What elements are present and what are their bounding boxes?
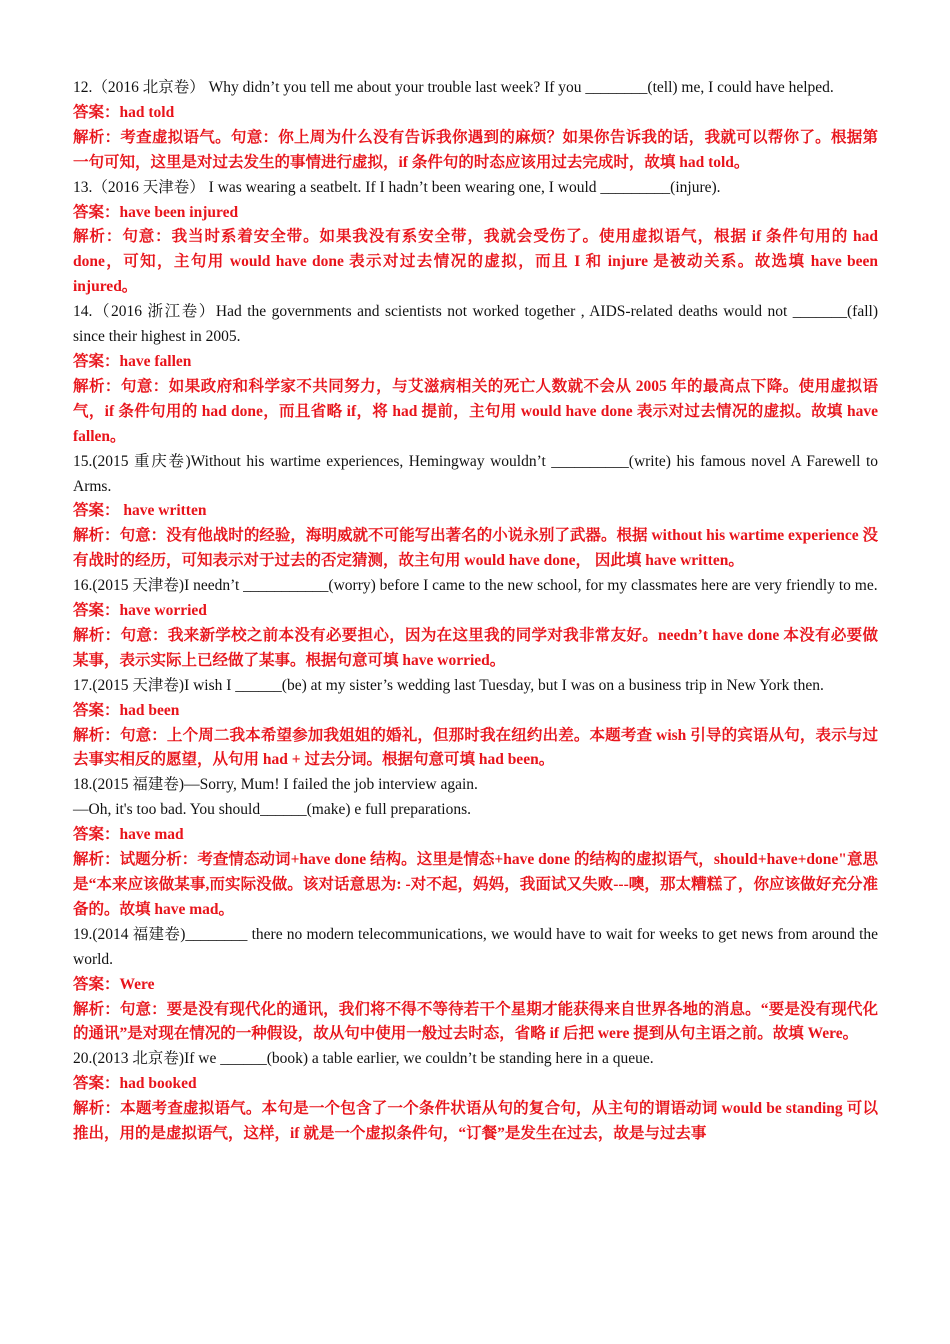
explanation-text: 句意：我当时系着安全带。如果我没有系安全带，我就会受伤了。使用虚拟语气，根据 if 条件句用的 had done，可知，主句用 would have done 表示对过去情况的虚拟，而且 I 和 injure 是被动关系。故选填 have been injured。 bbox=[73, 228, 878, 296]
item-15 bbox=[73, 450, 878, 575]
answer-text: have fallen bbox=[119, 352, 192, 370]
item-19 bbox=[73, 923, 878, 1048]
answer-label: 答案： bbox=[73, 701, 120, 719]
answer-label: 答案： bbox=[73, 826, 120, 844]
answer-line bbox=[73, 350, 878, 375]
question-text-line2: —Oh, it's too bad. You should______(make) e full preparations. bbox=[73, 801, 471, 819]
question-text: 12.（2016 北京卷） Why didn’t you tell me about your trouble last week? If you ________(tell) me, I could have helped. bbox=[73, 79, 834, 96]
answer-text: had been bbox=[119, 701, 180, 719]
explanation-label: 解析： bbox=[73, 128, 121, 146]
explanation-label: 解析： bbox=[73, 1100, 121, 1118]
explanation-line bbox=[73, 848, 878, 923]
explanation-text: 句意：没有他战时的经验，海明威就不可能写出著名的小说永别了武器。根据 without his wartime experience 没有战时的经历，可知表示对于过去的否定猜测，故主句用 would have done， 因此填 have written。 bbox=[73, 527, 878, 570]
explanation-label: 解析： bbox=[73, 1000, 120, 1018]
item-17 bbox=[73, 674, 878, 774]
answer-line bbox=[73, 101, 878, 126]
answer-text: have written bbox=[119, 502, 207, 520]
question-text: 16.(2015 天津卷)I needn’t ___________(worry) before I came to the new school, for my classmates here are very friendly to me. bbox=[73, 577, 878, 595]
answer-text: have mad bbox=[119, 826, 184, 844]
explanation-line bbox=[73, 375, 878, 450]
document-page bbox=[73, 76, 878, 1147]
item-20 bbox=[73, 1047, 878, 1147]
explanation-label: 解析： bbox=[73, 726, 120, 744]
answer-text: have been injured bbox=[119, 203, 239, 221]
answer-line bbox=[73, 499, 878, 524]
explanation-line bbox=[73, 998, 878, 1048]
answer-label: 答案： bbox=[73, 502, 120, 520]
item-12 bbox=[73, 76, 878, 176]
explanation-label: 解析： bbox=[73, 228, 123, 246]
answer-text: have worried bbox=[119, 602, 207, 620]
answer-line bbox=[73, 599, 878, 624]
answer-line bbox=[73, 973, 878, 998]
explanation-text: 句意：如果政府和科学家不共同努力，与艾滋病相关的死亡人数就不会从 2005 年的最高点下降。使用虚拟语气，if 条件句用的 had done，而且省略 if，将 had 提前，主句用 would have done 表示对过去情况的虚拟。故填 have fallen。 bbox=[73, 377, 878, 445]
explanation-line bbox=[73, 126, 878, 176]
question-text: 14.（2016 浙江卷）Had the governments and scientists not worked together , AIDS-related deaths would not _______(fall) since their highest in 2005. bbox=[73, 303, 878, 346]
explanation-label: 解析： bbox=[73, 851, 120, 869]
explanation-text: 句意：要是没有现代化的通讯，我们将不得不等待若干个星期才能获得来自世界各地的消息。“要是没有现代化的通讯”是对现在情况的一种假设，故从句中使用一般过去时态，省略 if 后把 were 提到从句主语之前。故填 Were。 bbox=[73, 1000, 878, 1043]
explanation-line bbox=[73, 225, 878, 300]
explanation-line bbox=[73, 624, 878, 674]
explanation-text: 考查虚拟语气。句意：你上周为什么没有告诉我你遇到的麻烦？如果你告诉我的话，我就可以帮你了。根据第一句可知，这里是对过去发生的事情进行虚拟，if 条件句的时态应该用过去完成时，故填 had told。 bbox=[73, 128, 878, 171]
answer-label: 答案： bbox=[73, 352, 120, 370]
question-text: 18.(2015 福建卷)—Sorry, Mum! I failed the job interview again. bbox=[73, 776, 478, 794]
question-text: 13.（2016 天津卷） I was wearing a seatbelt. If I hadn’t been wearing one, I would _________(injure). bbox=[73, 178, 721, 196]
answer-label: 答案： bbox=[73, 203, 120, 221]
question-text: 20.(2013 北京卷)If we ______(book) a table earlier, we couldn’t be standing here in a queue. bbox=[73, 1050, 654, 1068]
explanation-line bbox=[73, 524, 878, 574]
item-14 bbox=[73, 300, 878, 449]
answer-text: had told bbox=[119, 103, 175, 121]
answer-label: 答案： bbox=[73, 103, 120, 121]
answer-line bbox=[73, 1072, 878, 1097]
explanation-line bbox=[73, 724, 878, 774]
question-text: 15.(2015 重庆卷)Without his wartime experiences, Hemingway wouldn’t __________(write) his famous novel A Farewell to Arms. bbox=[73, 452, 878, 495]
question-text: 17.(2015 天津卷)I wish I ______(be) at my sister’s wedding last Tuesday, but I was on a business trip in New York then. bbox=[73, 676, 824, 694]
answer-text: Were bbox=[119, 975, 155, 993]
answer-line bbox=[73, 823, 878, 848]
explanation-label: 解析： bbox=[73, 527, 120, 545]
item-16 bbox=[73, 574, 878, 674]
item-13 bbox=[73, 176, 878, 301]
item-18 bbox=[73, 773, 878, 922]
explanation-text: 本题考查虚拟语气。本句是一个包含了一个条件状语从句的复合句，从主句的谓语动词 would be standing 可以推出，用的是虚拟语气，这样，if 就是一个虚拟条件句，“订餐”是发生在过去，故是与过去事 bbox=[73, 1100, 878, 1143]
explanation-text: 句意：我来新学校之前本没有必要担心，因为在这里我的同学对我非常友好。needn’t have done 本没有必要做某事，表示实际上已经做了某事。根据句意可填 have worried。 bbox=[73, 626, 878, 669]
explanation-text: 试题分析：考查情态动词+have done 结构。这里是情态+have done 的结构的虚拟语气，should+have+done"意思是“本来应该做某事,而实际没做。该对话意思为: -对不起，妈妈，我面试又失败---噢，那太糟糕了，你应该做好充分准备的。故填 have mad。 bbox=[73, 851, 878, 918]
answer-line bbox=[73, 201, 878, 226]
explanation-label: 解析： bbox=[73, 377, 121, 395]
answer-label: 答案： bbox=[73, 975, 120, 993]
explanation-line bbox=[73, 1097, 878, 1147]
answer-text: had booked bbox=[119, 1075, 197, 1093]
answer-label: 答案： bbox=[73, 1075, 120, 1093]
answer-label: 答案： bbox=[73, 602, 120, 620]
explanation-text: 句意：上个周二我本希望参加我姐姐的婚礼，但那时我在纽约出差。本题考查 wish 引导的宾语从句，表示与过去事实相反的愿望，从句用 had + 过去分词。根据句意可填 had been。 bbox=[73, 726, 878, 769]
explanation-label: 解析： bbox=[73, 626, 121, 644]
answer-line bbox=[73, 699, 878, 724]
question-text: 19.(2014 福建卷)________ there no modern telecommunications, we would have to wait for weeks to get news from around the world. bbox=[73, 925, 878, 968]
